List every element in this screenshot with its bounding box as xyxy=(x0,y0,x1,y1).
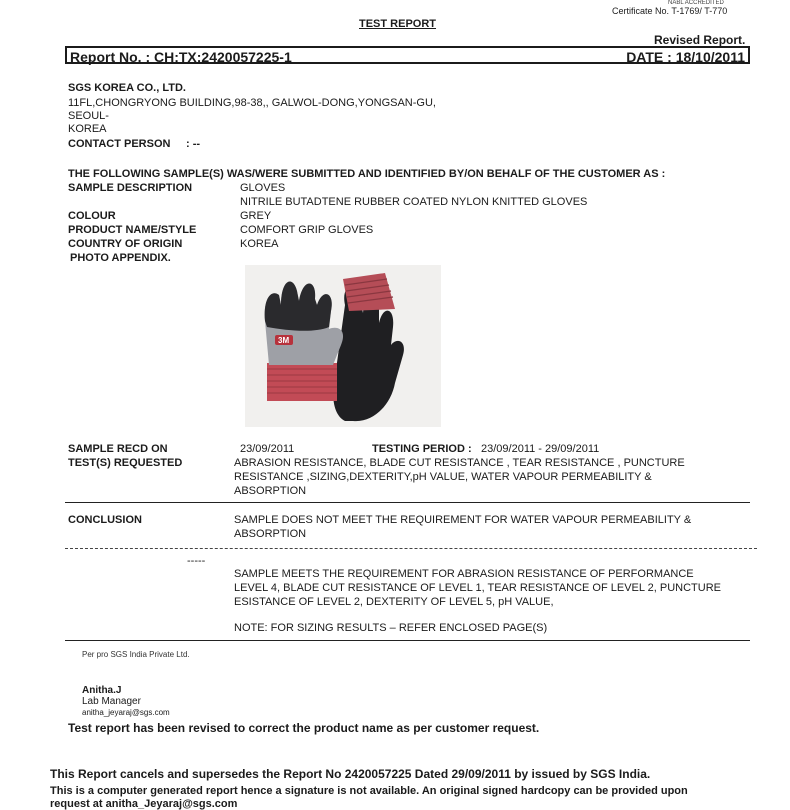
meets-line-2: LEVEL 4, BLADE CUT RESISTANCE OF LEVEL 1, TEAR RESISTANCE OF LEVEL 2, PUNCTURE xyxy=(234,582,721,594)
colour-label: COLOUR xyxy=(68,210,116,222)
conclusion-label: CONCLUSION xyxy=(68,514,142,526)
black-glove xyxy=(333,273,404,421)
lab-name: SGS KOREA CO., LTD. xyxy=(68,82,186,94)
testing-period-label: TESTING PERIOD : xyxy=(372,443,472,455)
grey-glove xyxy=(265,282,343,401)
sizing-note: NOTE: FOR SIZING RESULTS – REFER ENCLOSED PAGE(S) xyxy=(234,622,548,634)
lab-address-line-1: 11FL,CHONGRYONG BUILDING,98-38,, GALWOL-DONG,YONGSAN-GU, xyxy=(68,97,436,109)
glove-illustration xyxy=(245,265,441,427)
sample-received-label: SAMPLE RECD ON xyxy=(68,443,168,455)
country-of-origin-value: KOREA xyxy=(240,238,279,250)
sample-description-value: GLOVES xyxy=(240,182,286,194)
conclusion-line-2: ABSORPTION xyxy=(234,528,307,540)
signatory-name: Anitha.J xyxy=(82,685,122,696)
product-name-value: COMFORT GRIP GLOVES xyxy=(240,224,374,236)
supersedes-note: This Report cancels and supersedes the Report No 2420057225 Dated 29/09/2011 by issued by SGS India. xyxy=(50,767,651,781)
meets-line-1: SAMPLE MEETS THE REQUIREMENT FOR ABRASION RESISTANCE OF PERFORMANCE xyxy=(234,568,694,580)
computer-generated-note: This is a computer generated report hence a signature is not available. An original signed hardcopy can be provided upon xyxy=(50,785,688,797)
brand-mark: 3M xyxy=(278,336,290,345)
revision-note: Test report has been revised to correct the product name as per customer request. xyxy=(68,721,540,735)
meets-line-3: ESISTANCE OF LEVEL 2, DEXTERITY OF LEVEL 5, pH VALUE, xyxy=(234,596,554,608)
dashed-divider xyxy=(65,548,757,549)
tests-requested-line-1: ABRASION RESISTANCE, BLADE CUT RESISTANCE , TEAR RESISTANCE , PUNCTURE xyxy=(234,457,685,469)
contact-person-label: CONTACT PERSON xyxy=(68,138,171,150)
contact-person-value: : -- xyxy=(186,138,201,150)
sample-received-value: 23/09/2011 xyxy=(240,443,295,455)
product-name-label: PRODUCT NAME/STYLE xyxy=(68,224,197,236)
glove-photo xyxy=(245,265,441,427)
divider-line xyxy=(65,640,750,641)
accreditation-mark: NABL ACCREDITED xyxy=(668,0,724,6)
lab-address-line-2: SEOUL- xyxy=(68,110,109,122)
conclusion-line-1: SAMPLE DOES NOT MEET THE REQUIREMENT FOR WATER VAPOUR PERMEABILITY & xyxy=(234,514,692,526)
country-of-origin-label: COUNTRY OF ORIGIN xyxy=(68,238,183,250)
revised-label: Revised Report. xyxy=(654,33,746,47)
report-date: DATE : 18/10/2011 xyxy=(626,49,745,65)
report-number-box xyxy=(65,46,750,64)
tests-requested-line-2: RESISTANCE ,SIZING,DEXTERITY,pH VALUE, WATER VAPOUR PERMEABILITY & xyxy=(234,471,652,483)
colour-value: GREY xyxy=(240,210,272,222)
certificate-number: Certificate No. T-1769/ T-770 xyxy=(612,6,728,16)
sample-intro: THE FOLLOWING SAMPLE(S) WAS/WERE SUBMITTED AND IDENTIFIED BY/ON BEHALF OF THE CUSTOMER AS : xyxy=(68,168,666,180)
request-contact-note: request at anitha_Jeyaraj@sgs.com xyxy=(50,798,238,810)
separator-mark: ----- xyxy=(187,555,206,567)
photo-appendix-label: PHOTO APPENDIX. xyxy=(70,252,171,264)
signatory-title: Lab Manager xyxy=(82,696,141,707)
signatory-email: anitha_jeyaraj@sgs.com xyxy=(82,708,170,717)
tests-requested-line-3: ABSORPTION xyxy=(234,485,307,497)
per-pro-text: Per pro SGS India Private Ltd. xyxy=(82,650,190,659)
divider-line xyxy=(65,502,750,503)
page-title: TEST REPORT xyxy=(359,18,437,30)
lab-address-line-3: KOREA xyxy=(68,123,107,135)
sample-description-detail: NITRILE BUTADTENE RUBBER COATED NYLON KNITTED GLOVES xyxy=(240,196,588,208)
report-number: Report No. : CH:TX:2420057225-1 xyxy=(70,49,292,65)
testing-period-value: 23/09/2011 - 29/09/2011 xyxy=(481,443,600,455)
sample-description-label: SAMPLE DESCRIPTION xyxy=(68,182,193,194)
tests-requested-label: TEST(S) REQUESTED xyxy=(68,457,183,469)
